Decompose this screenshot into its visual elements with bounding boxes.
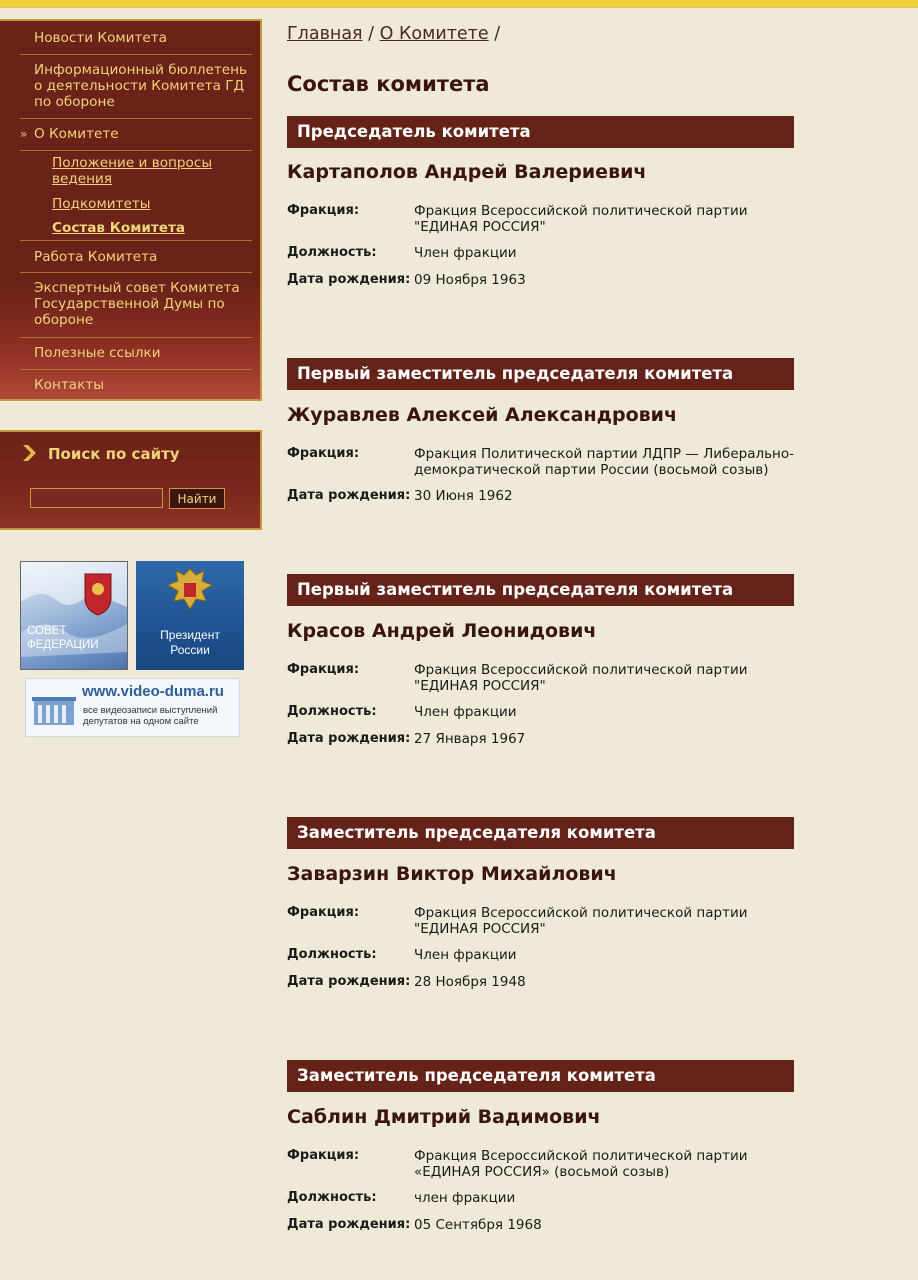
sidebar-item-label: Полезные ссылки bbox=[34, 345, 161, 361]
faction-label: Фракция: bbox=[287, 203, 360, 218]
submenu-item-subcommittees[interactable]: Подкомитеты bbox=[52, 196, 151, 212]
menu-divider bbox=[20, 54, 252, 55]
sidebar-item-label: Контакты bbox=[34, 377, 104, 393]
position-value: Член фракции bbox=[414, 704, 517, 720]
birth-value: 30 Июня 1962 bbox=[414, 488, 513, 504]
breadcrumb-separator: / bbox=[368, 24, 375, 44]
submenu-item-regulations[interactable]: Положение и вопросы ведения bbox=[52, 155, 213, 187]
position-value: Член фракции bbox=[414, 947, 517, 963]
position-value: Член фракции bbox=[414, 245, 517, 261]
faction-value: Фракция Всероссийской политической партии «ЕДИНАЯ РОССИЯ» (восьмой созыв) bbox=[414, 1148, 748, 1180]
member-name: Заварзин Виктор Михайлович bbox=[287, 863, 617, 885]
role-heading: Заместитель председателя комитета bbox=[287, 817, 794, 849]
position-label: Должность: bbox=[287, 704, 377, 719]
menu-divider bbox=[20, 337, 252, 338]
birth-value: 27 Января 1967 bbox=[414, 731, 526, 747]
video-duma-caption: все видеозаписи выступлений депутатов на одном сайте bbox=[83, 705, 218, 727]
sidebar-item-contacts[interactable] bbox=[20, 377, 252, 393]
site-search bbox=[0, 430, 262, 530]
federation-council-label: СОВЕТ ФЕДЕРАЦИИ bbox=[27, 625, 99, 651]
president-label: Президент России bbox=[160, 628, 220, 657]
member-name: Картаполов Андрей Валериевич bbox=[287, 161, 647, 183]
member-name: Саблин Дмитрий Вадимович bbox=[287, 1106, 601, 1128]
sidebar-item-label: Экспертный совет Комитета Государственной Думы по обороне bbox=[34, 280, 240, 328]
faction-value: Фракция Всероссийской политической партии "ЕДИНАЯ РОССИЯ" bbox=[414, 203, 748, 235]
member-name: Красов Андрей Леонидович bbox=[287, 620, 597, 642]
position-value: член фракции bbox=[414, 1190, 516, 1206]
duma-building-icon bbox=[32, 693, 78, 729]
federation-council-banner[interactable] bbox=[20, 561, 128, 670]
sidebar-menu bbox=[0, 19, 262, 401]
position-label: Должность: bbox=[287, 245, 377, 260]
submenu-item-composition[interactable]: Состав Комитета bbox=[52, 220, 185, 236]
russian-coat-of-arms-icon bbox=[21, 562, 127, 669]
sidebar-item-news[interactable] bbox=[20, 30, 252, 46]
faction-label: Фракция: bbox=[287, 905, 360, 920]
top-accent-bar bbox=[0, 0, 918, 7]
double-headed-eagle-icon bbox=[136, 561, 244, 621]
birth-label: Дата рождения: bbox=[287, 1217, 411, 1232]
position-label: Должность: bbox=[287, 947, 377, 962]
sidebar-item-label: Новости Комитета bbox=[34, 30, 168, 46]
birth-label: Дата рождения: bbox=[287, 272, 411, 287]
birth-label: Дата рождения: bbox=[287, 731, 411, 746]
chevron-right-icon bbox=[20, 444, 38, 462]
faction-value: Фракция Всероссийской политической партии "ЕДИНАЯ РОССИЯ" bbox=[414, 905, 748, 937]
position-label: Должность: bbox=[287, 1190, 377, 1205]
search-title: Поиск по сайту bbox=[48, 445, 180, 463]
sidebar-item-work[interactable] bbox=[20, 249, 252, 265]
member-name: Журавлев Алексей Александрович bbox=[287, 404, 678, 426]
video-duma-banner[interactable] bbox=[25, 678, 240, 737]
sidebar-item-about[interactable] bbox=[20, 126, 252, 142]
sidebar-item-label: Работа Комитета bbox=[34, 249, 158, 265]
faction-value: Фракция Всероссийской политической партии "ЕДИНАЯ РОССИЯ" bbox=[414, 662, 748, 694]
president-banner[interactable] bbox=[136, 561, 244, 670]
breadcrumb-home-link[interactable]: Главная bbox=[287, 24, 363, 44]
breadcrumb bbox=[287, 24, 500, 44]
birth-value: 05 Сентября 1968 bbox=[414, 1217, 542, 1233]
birth-label: Дата рождения: bbox=[287, 488, 411, 503]
search-button[interactable]: Найти bbox=[169, 488, 225, 509]
faction-label: Фракция: bbox=[287, 446, 360, 461]
sidebar-item-label: Информационный бюллетень о деятельности Комитета ГД по обороне bbox=[34, 62, 248, 110]
breadcrumb-separator: / bbox=[494, 24, 501, 44]
video-duma-url: www.video-duma.ru bbox=[82, 683, 224, 700]
role-heading: Заместитель председателя комитета bbox=[287, 1060, 794, 1092]
sidebar-item-label: О Комитете bbox=[34, 126, 119, 142]
sidebar-item-links[interactable] bbox=[20, 345, 252, 361]
role-heading: Первый заместитель председателя комитета bbox=[287, 358, 794, 390]
faction-value: Фракция Политической партии ЛДПР — Либерально-демократической партии России (восьмой созыв) bbox=[414, 446, 795, 478]
breadcrumb-about-link[interactable]: О Комитете bbox=[379, 24, 489, 44]
page-title: Состав комитета bbox=[287, 72, 490, 96]
double-chevron-right-icon: » bbox=[20, 127, 28, 141]
menu-divider bbox=[20, 118, 252, 119]
birth-label: Дата рождения: bbox=[287, 974, 411, 989]
sidebar-item-expert-council[interactable] bbox=[20, 280, 252, 328]
birth-value: 09 Ноября 1963 bbox=[414, 272, 526, 288]
menu-divider bbox=[20, 272, 252, 273]
sidebar-item-bulletin[interactable] bbox=[20, 62, 252, 110]
search-input[interactable] bbox=[30, 488, 163, 508]
role-heading: Первый заместитель председателя комитета bbox=[287, 574, 794, 606]
menu-divider bbox=[20, 240, 252, 241]
role-heading: Председатель комитета bbox=[287, 116, 794, 148]
birth-value: 28 Ноября 1948 bbox=[414, 974, 526, 990]
top-accent-line bbox=[0, 7, 918, 8]
faction-label: Фракция: bbox=[287, 662, 360, 677]
faction-label: Фракция: bbox=[287, 1148, 360, 1163]
menu-divider bbox=[20, 369, 252, 370]
menu-divider bbox=[20, 150, 252, 151]
